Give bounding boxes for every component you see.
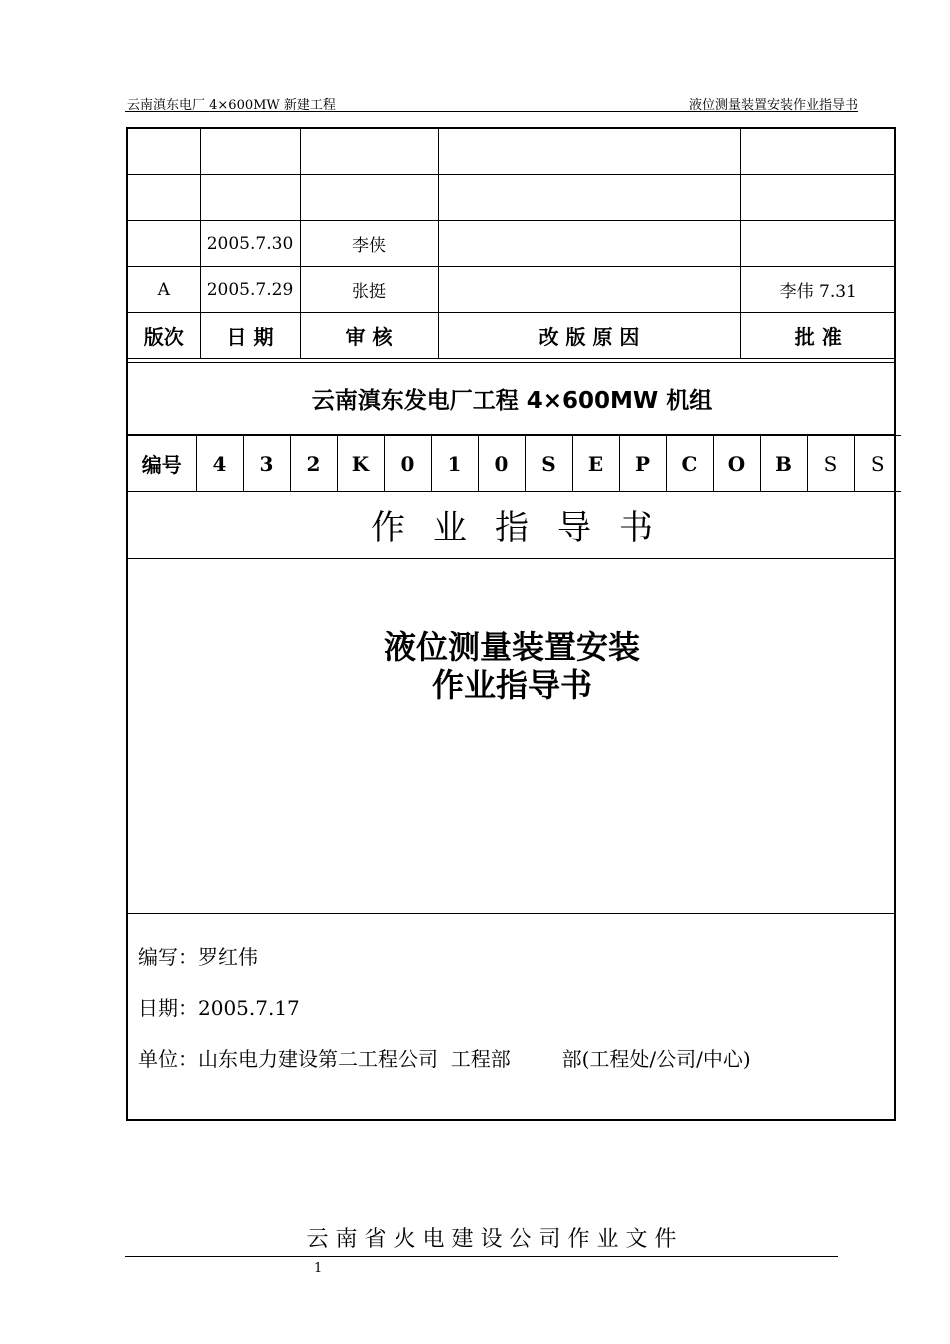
revision-row (128, 267, 896, 313)
revision-cell (128, 129, 200, 175)
document-code-row (128, 435, 901, 492)
header-divider (125, 111, 858, 112)
revision-header-row (128, 313, 896, 359)
document-title-box (128, 559, 896, 914)
header-reason: 改 版 原 因 (438, 313, 740, 359)
revision-cell (200, 175, 300, 221)
revision-table (128, 129, 896, 359)
code-char: 4 (196, 436, 243, 492)
project-title: 云南滇东发电厂工程 4×600MW 机组 (128, 362, 896, 435)
revision-cell (438, 129, 740, 175)
revision-row (128, 129, 896, 175)
footer-title: 云南省火电建设公司作业文件 (306, 1227, 684, 1252)
revision-cell (200, 129, 300, 175)
code-char: O (713, 436, 760, 492)
code-char: K (337, 436, 384, 492)
revision-cell (300, 129, 438, 175)
code-char: 2 (290, 436, 337, 492)
revision-cell (740, 129, 896, 175)
revision-cell (128, 175, 200, 221)
document-type-heading: 作业指导书 (128, 491, 896, 559)
revision-row (128, 175, 896, 221)
code-char: S (525, 436, 572, 492)
revision-cell (740, 175, 896, 221)
header-date: 日 期 (200, 313, 300, 359)
document-title-line1: 液位测量装置安装 (383, 628, 640, 666)
revision-reason (438, 267, 740, 313)
revision-reviewer: 张挺 (300, 267, 438, 313)
document-title-line2: 作业指导书 (431, 666, 592, 704)
code-char: 3 (243, 436, 290, 492)
author-line: 编写：罗红伟 (138, 945, 258, 969)
revision-reason (438, 221, 740, 267)
code-char: S (854, 436, 901, 492)
revision-cell (438, 175, 740, 221)
revision-approver (740, 221, 896, 267)
code-char: S (807, 436, 854, 492)
code-char: 0 (478, 436, 525, 492)
page-number: 1 (314, 1261, 323, 1276)
revision-cell (300, 175, 438, 221)
revision-version: A (128, 267, 200, 313)
footer-divider (125, 1256, 838, 1257)
header-reviewer: 审 核 (300, 313, 438, 359)
code-char: C (666, 436, 713, 492)
revision-approver: 李伟 7.31 (740, 267, 896, 313)
code-label: 编号 (128, 436, 196, 492)
revision-date: 2005.7.30 (200, 221, 300, 267)
code-char: 1 (431, 436, 478, 492)
header-version: 版次 (128, 313, 200, 359)
code-char: P (619, 436, 666, 492)
unit-line: 单位：山东电力建设第二工程公司 工程部 部(工程处/公司/中心) (138, 1047, 751, 1071)
revision-date: 2005.7.29 (200, 267, 300, 313)
revision-reviewer: 李侠 (300, 221, 438, 267)
code-char: 0 (384, 436, 431, 492)
date-line: 日期：2005.7.17 (138, 996, 300, 1020)
header-approver: 批 准 (740, 313, 896, 359)
page-header-left: 云南滇东电厂 4×600MW 新建工程 (127, 98, 336, 113)
document-cover-frame (126, 127, 896, 1121)
revision-cell (128, 221, 200, 267)
code-char: E (572, 436, 619, 492)
page-header-right: 液位测量装置安装作业指导书 (688, 98, 858, 113)
revision-row (128, 221, 896, 267)
code-char: B (760, 436, 807, 492)
